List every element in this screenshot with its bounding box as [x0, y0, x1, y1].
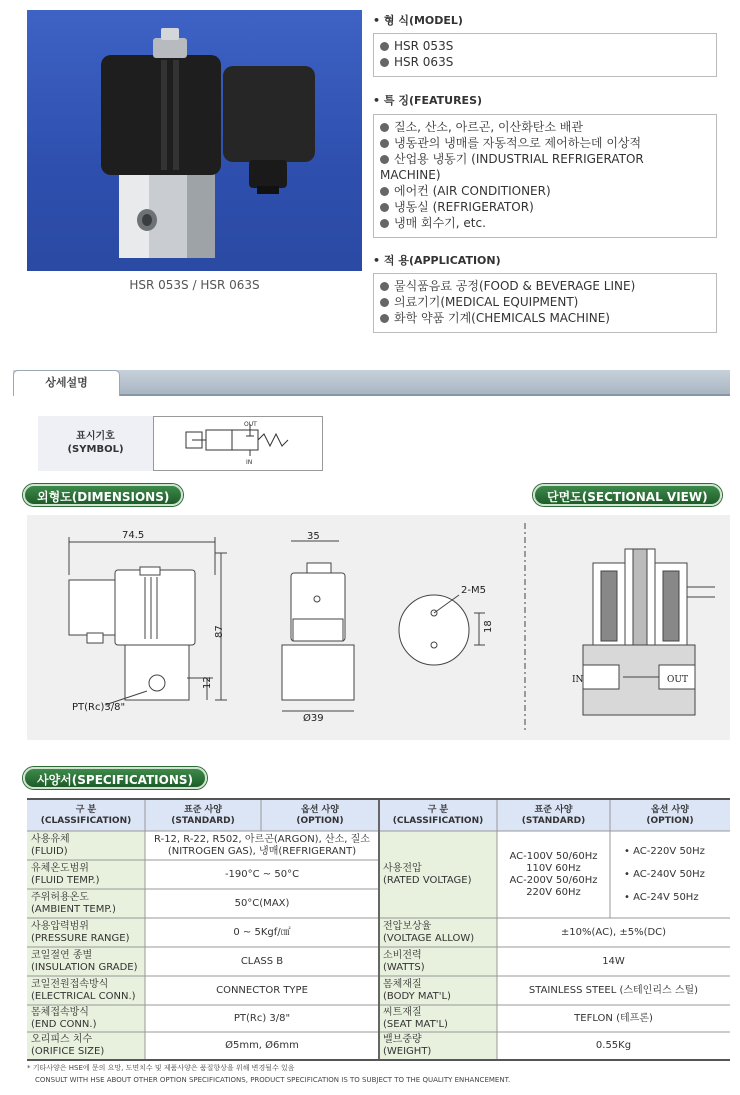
- bullet-icon: [380, 298, 389, 307]
- specs-heading: 사양서(SPECIFICATIONS): [23, 767, 207, 789]
- row-value-pressure: 0 ~ 5Kgf/㎠: [233, 926, 291, 938]
- dim-18: 18: [483, 620, 494, 633]
- header-standard: 표준 사양 (STANDARD): [171, 804, 235, 826]
- header-classification-right: 구 분 (CLASSIFICATION): [392, 804, 484, 826]
- list-item: 냉동관의 냉매를 자동적으로 제어하는데 이상적: [380, 135, 710, 151]
- features-title: • 특 징(FEATURES): [373, 94, 483, 107]
- section-in-label: IN: [572, 675, 584, 685]
- bullet-icon: [380, 123, 389, 132]
- list-item: 산업용 냉동기 (INDUSTRIAL REFRIGERATOR: [380, 151, 710, 167]
- row-label-end-conn: 몸체접속방식 (END CONN.): [31, 1006, 97, 1030]
- valve-symbol-diagram: [160, 418, 320, 470]
- row-label-voltage: 사용전압 (RATED VOLTAGE): [383, 862, 472, 886]
- dimension-drawings: [27, 515, 730, 740]
- tab-underline: [13, 394, 730, 396]
- list-item: 물식품음료 공정(FOOD & BEVERAGE LINE): [380, 278, 710, 294]
- out-label: OUT: [244, 421, 257, 428]
- row-label-watts: 소비전력 (WATTS): [383, 949, 425, 973]
- list-item: 화학 약품 기계(CHEMICALS MACHINE): [380, 310, 710, 326]
- note-english: CONSULT WITH HSE ABOUT OTHER OPTION SPECIFICATIONS, PRODUCT SPECIFICATION IS TO SUBJECT TO THE QUALITY ENHANCEMENT.: [35, 1076, 511, 1084]
- header-option: 옵션 사양 (OPTION): [296, 804, 344, 826]
- dimensions-heading: 외형도(DIMENSIONS): [23, 484, 183, 506]
- dim-diameter: Ø39: [303, 713, 324, 724]
- note-korean: * 기타사양은 HSE에 문의 요망, 도면치수 및 제품사양은 품질향상을 위해 변경될수 있음: [27, 1064, 295, 1072]
- list-item-cont: MACHINE): [380, 168, 441, 182]
- row-label-seat-mat: 씨트재질 (SEAT MAT'L): [383, 1006, 448, 1030]
- row-value-voltage-standard: AC-100V 50/60Hz 110V 60Hz AC-200V 50/60Hz 220V 60Hz: [509, 850, 598, 898]
- row-label-weight: 밸브중량 (WEIGHT): [383, 1033, 432, 1057]
- bullet-icon: [380, 187, 389, 196]
- bullet-icon: [380, 139, 389, 148]
- model-title: • 형 식(MODEL): [373, 14, 463, 27]
- spec-table: [27, 798, 730, 1061]
- row-label-pressure: 사용압력범위 (PRESSURE RANGE): [31, 920, 130, 944]
- list-item: 냉매 회수기, etc.: [380, 215, 710, 231]
- row-value-seat-mat: TEFLON (테프론): [574, 1012, 653, 1024]
- list-item: 질소, 산소, 아르곤, 이산화탄소 배관: [380, 119, 710, 135]
- in-label: IN: [246, 459, 253, 466]
- bullet-icon: [380, 282, 389, 291]
- bullet-icon: [380, 219, 389, 228]
- row-value-voltage-allow: ±10%(AC), ±5%(DC): [560, 926, 667, 938]
- row-value-body-mat: STAINLESS STEEL (스테인리스 스틸): [528, 984, 699, 996]
- list-item: 에어컨 (AIR CONDITIONER): [380, 183, 710, 199]
- dim-depth: 35: [307, 531, 320, 542]
- tab-details[interactable]: 상세설명: [13, 370, 120, 396]
- row-value-fluid-temp: -190°C ~ 50°C: [224, 868, 300, 880]
- bullet-icon: [380, 203, 389, 212]
- sectional-heading: 단면도(SECTIONAL VIEW): [533, 484, 722, 506]
- list-item: HSR 063S: [380, 54, 710, 70]
- row-label-body-mat: 몸체재질 (BODY MAT'L): [383, 978, 451, 1002]
- model-box: [373, 33, 717, 77]
- list-item: 냉동실 (REFRIGERATOR): [380, 199, 710, 215]
- row-label-fluid: 사용유체 (FLUID): [31, 833, 70, 857]
- bullet-icon: [380, 42, 389, 51]
- row-label-insulation: 코일절연 종별 (INSULATION GRADE): [31, 949, 138, 973]
- symbol-label: 표시기호 (SYMBOL): [38, 416, 154, 471]
- features-box: [373, 114, 717, 238]
- row-label-orifice: 오리피스 치수 (ORIFICE SIZE): [31, 1033, 105, 1057]
- bullet-icon: [380, 155, 389, 164]
- dim-height: 87: [214, 625, 225, 638]
- application-title: • 적 용(APPLICATION): [373, 254, 501, 267]
- row-value-fluid: R-12, R-22, R502, 아르곤(ARGON), 산소, 질소 (NITROGEN GAS), 냉매(REFRIGERANT): [154, 833, 370, 857]
- row-value-weight: 0.55Kg: [595, 1039, 632, 1051]
- row-value-watts: 14W: [602, 955, 625, 967]
- row-value-ambient-temp: 50°C(MAX): [234, 897, 290, 909]
- row-value-voltage-option: • AC-220V 50Hz • AC-240V 50Hz • AC-24V 50Hz: [624, 846, 705, 903]
- product-photo: [27, 10, 362, 271]
- bullet-icon: [380, 314, 389, 323]
- bullet-icon: [380, 58, 389, 67]
- row-label-electrical: 코일전원접속방식 (ELECTRICAL CONN.): [31, 978, 136, 1002]
- list-item: HSR 053S: [380, 38, 710, 54]
- section-out-label: OUT: [667, 675, 688, 685]
- dim-port: PT(Rc)3/8": [72, 702, 126, 713]
- row-label-ambient-temp: 주위허용온도 (AMBIENT TEMP.): [31, 891, 116, 915]
- row-value-end-conn: PT(Rc) 3/8": [233, 1012, 291, 1024]
- dim-m5: 2-M5: [461, 585, 486, 596]
- header-standard-right: 표준 사양 (STANDARD): [521, 804, 586, 826]
- list-item: 의료기기(MEDICAL EQUIPMENT): [380, 294, 710, 310]
- row-label-fluid-temp: 유체온도범위 (FLUID TEMP.): [31, 862, 100, 886]
- product-caption: HSR 053S / HSR 063S: [129, 278, 260, 292]
- row-value-electrical: CONNECTOR TYPE: [216, 984, 308, 996]
- header-classification: 구 분 (CLASSIFICATION): [40, 804, 132, 826]
- dim-width: 74.5: [122, 530, 145, 541]
- dim-height-12: 12: [202, 676, 213, 689]
- row-value-orifice: Ø5mm, Ø6mm: [225, 1039, 299, 1051]
- tab-bar: [13, 370, 730, 394]
- application-box: [373, 273, 717, 333]
- header-option-right: 옵션 사양 (OPTION): [646, 804, 694, 826]
- row-value-insulation: CLASS B: [240, 955, 284, 967]
- row-label-voltage-allow: 전압보상율 (VOLTAGE ALLOW): [383, 920, 475, 944]
